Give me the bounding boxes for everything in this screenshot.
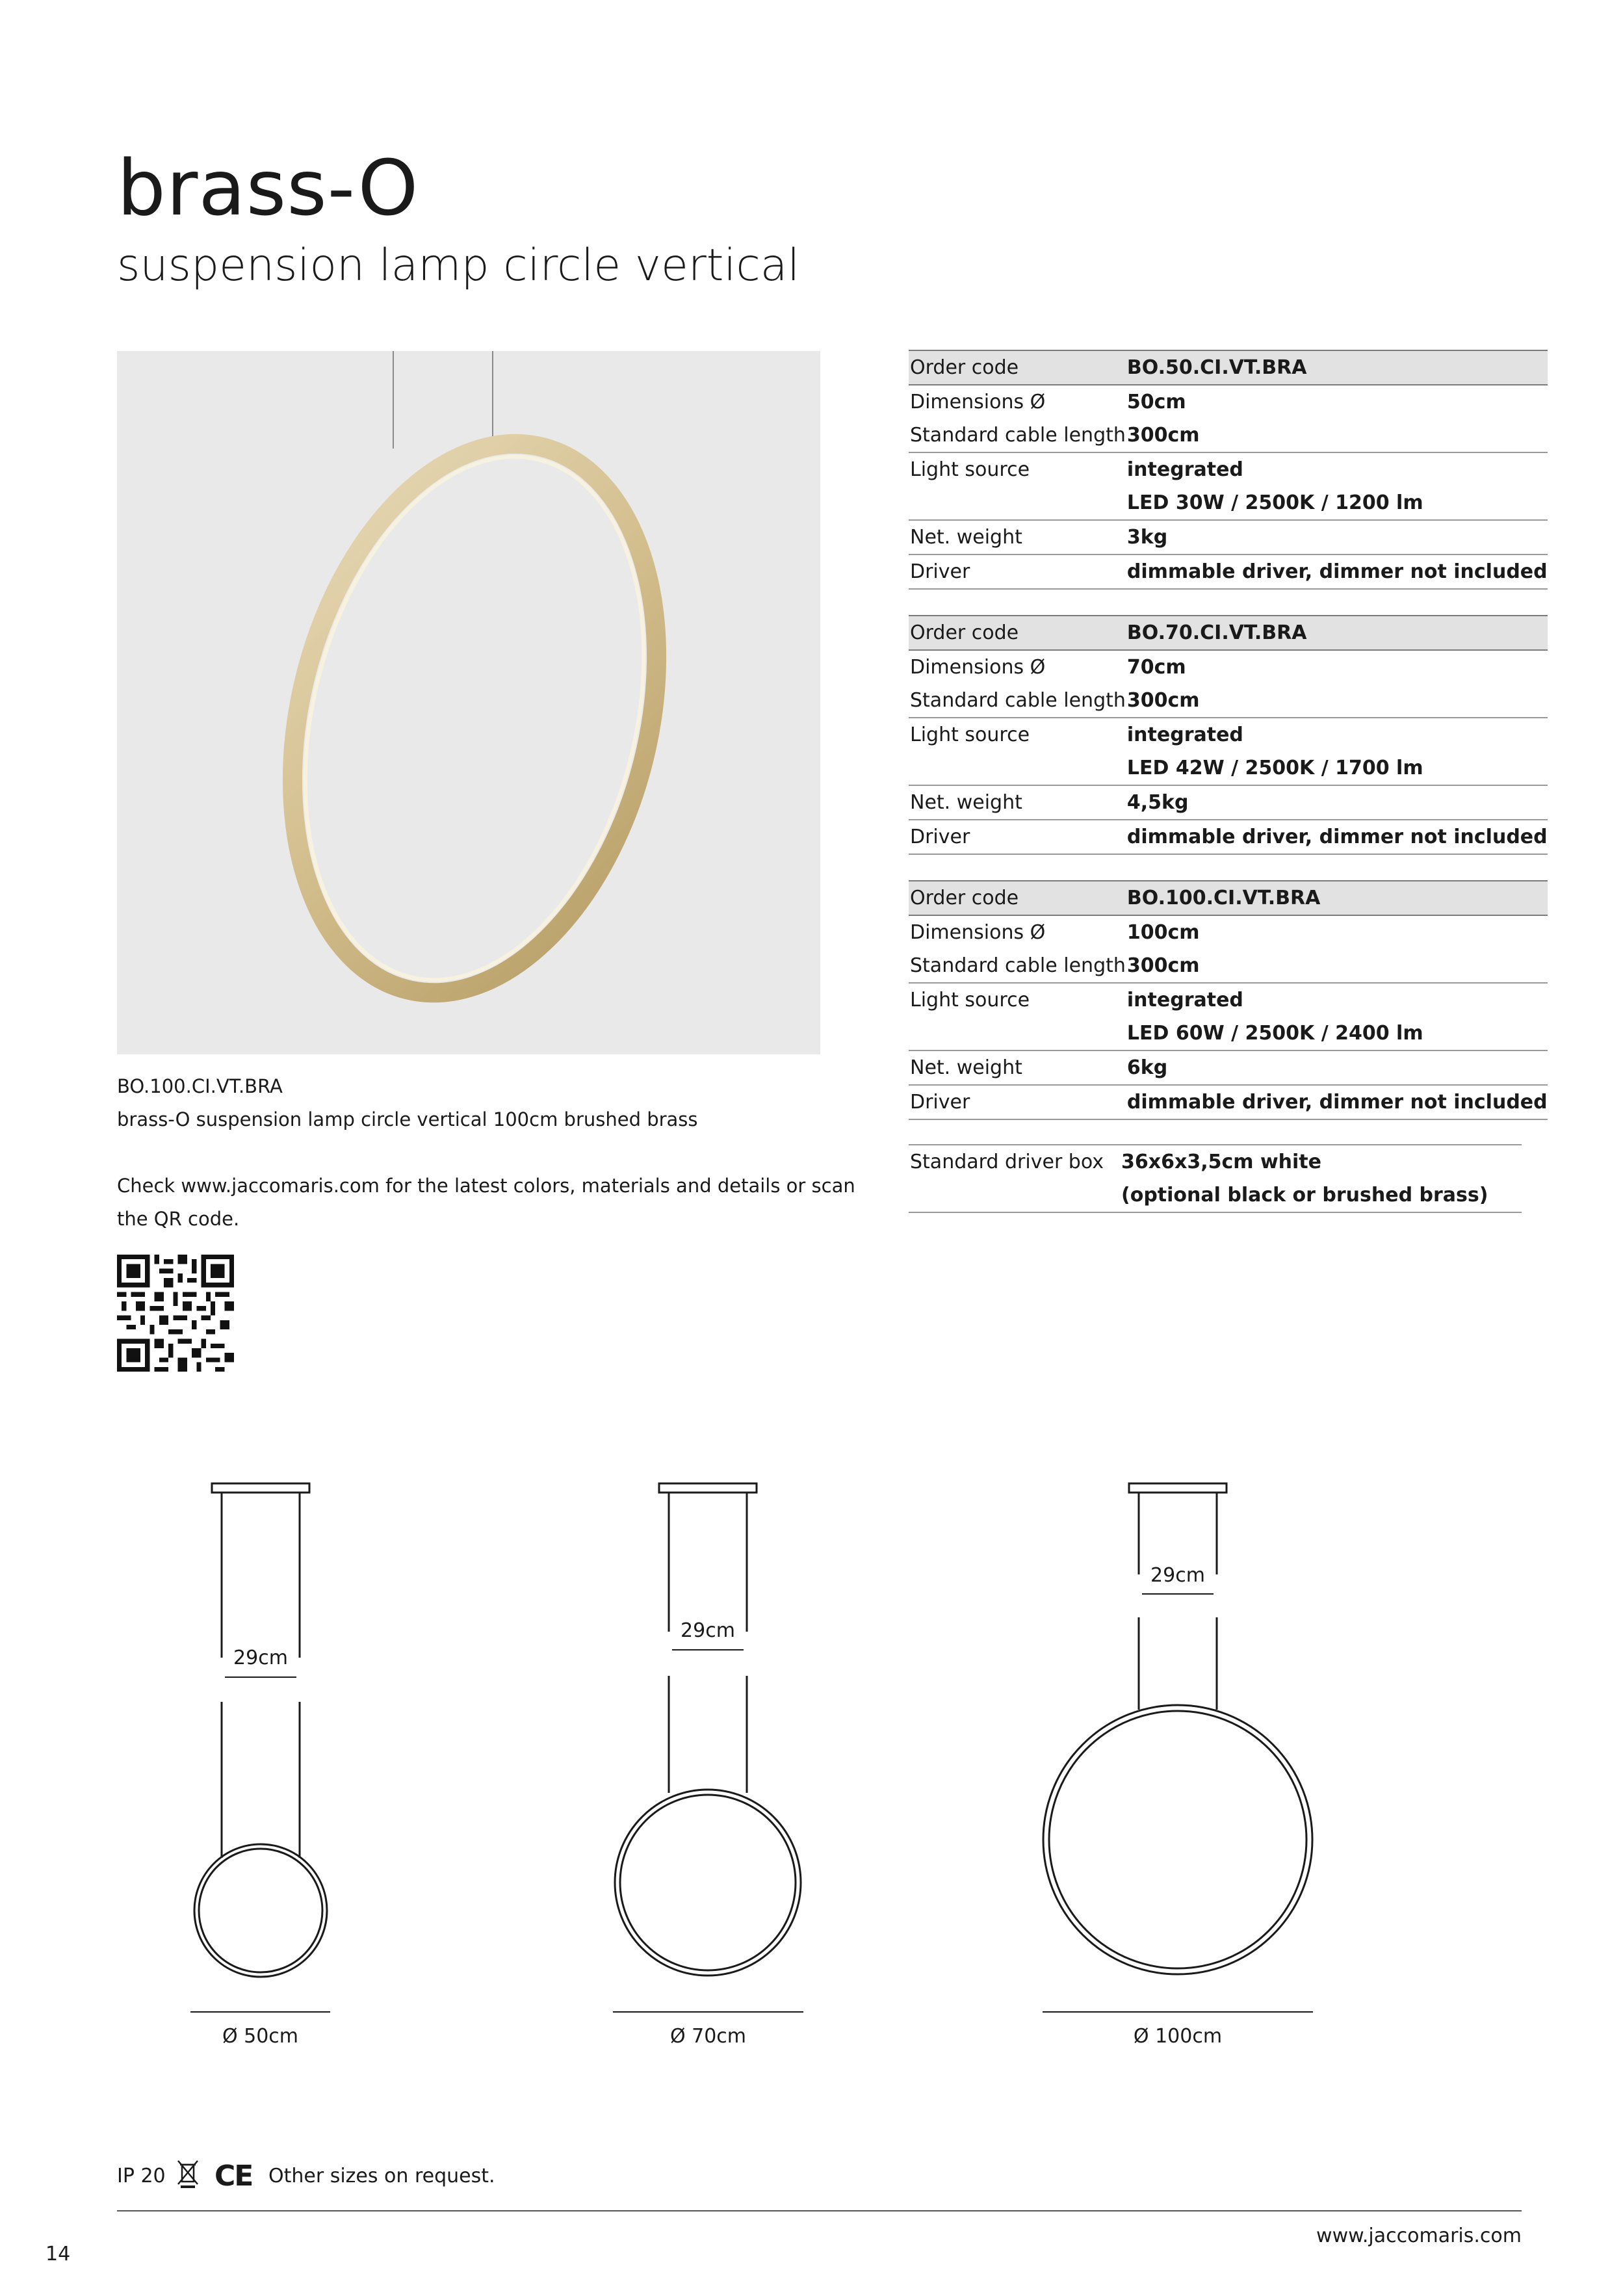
dimensions-label: Dimensions Ø xyxy=(910,921,1046,944)
spec-table-50 xyxy=(909,350,1548,590)
dimensions-value: 100cm xyxy=(1126,921,1200,944)
qr-code[interactable] xyxy=(117,1255,234,1372)
driver-label: Driver xyxy=(909,554,1126,589)
cable-label: Standard cable length xyxy=(909,949,1126,983)
spec-table-70 xyxy=(909,615,1548,855)
light-source-label: Light source xyxy=(910,724,1030,746)
cable-value: 300cm xyxy=(1126,419,1548,452)
page-number: 14 xyxy=(45,2243,71,2265)
product-subtitle: suspension lamp circle vertical xyxy=(117,240,800,291)
dimensions-value: 50cm xyxy=(1126,391,1186,413)
drop-label-100: 29cm xyxy=(1150,1564,1205,1587)
driver-value: dimmable driver, dimmer not included xyxy=(1126,820,1548,854)
light-source-value: integrated xyxy=(1126,724,1243,746)
dimensions-value: 70cm xyxy=(1126,656,1186,679)
brass-ring-image xyxy=(117,351,820,1054)
cable-label: Standard cable length xyxy=(909,419,1126,452)
caption-description: brass-O suspension lamp circle vertical 100cm brushed brass xyxy=(117,1108,698,1130)
weight-label: Net. weight xyxy=(909,520,1126,554)
other-sizes-note: Other sizes on request. xyxy=(268,2165,495,2187)
technical-drawings xyxy=(0,1482,1623,2100)
driver-value: dimmable driver, dimmer not included xyxy=(1126,1085,1548,1119)
cable-label: Standard cable length xyxy=(909,684,1126,718)
website-link[interactable]: www.jaccomaris.com xyxy=(1316,2224,1522,2247)
led-value: LED 30W / 2500K / 1200 lm xyxy=(1126,486,1548,520)
order-code-value: BO.70.CI.VT.BRA xyxy=(1126,616,1548,650)
diameter-label-100: Ø 100cm xyxy=(1133,2025,1223,2048)
recycle-bin-crossed-icon xyxy=(177,2159,199,2189)
led-value: LED 42W / 2500K / 1700 lm xyxy=(1126,751,1548,785)
driver-box-note: (optional black or brushed brass) xyxy=(1120,1179,1522,1212)
footer-divider xyxy=(117,2210,1522,2211)
dimension-drawings-svg xyxy=(0,1482,1623,2100)
diameter-label-50: Ø 50cm xyxy=(222,2025,299,2048)
weight-value: 4,5kg xyxy=(1126,785,1548,820)
caption-check-line1: Check www.jaccomaris.com for the latest colors, materials and details or scan xyxy=(117,1175,855,1197)
light-source-label: Light source xyxy=(910,458,1030,481)
drop-label-70: 29cm xyxy=(681,1619,735,1642)
order-code-value: BO.100.CI.VT.BRA xyxy=(1126,881,1548,915)
driver-value: dimmable driver, dimmer not included xyxy=(1126,554,1548,589)
diameter-label-70: Ø 70cm xyxy=(669,2025,747,2048)
weight-label: Net. weight xyxy=(909,1050,1126,1085)
order-code-value: BO.50.CI.VT.BRA xyxy=(1126,350,1548,385)
order-code-label: Order code xyxy=(909,881,1126,915)
qr-code-graphic xyxy=(117,1255,234,1372)
ip-rating: IP 20 xyxy=(117,2165,166,2187)
driver-label: Driver xyxy=(909,820,1126,854)
dimensions-label: Dimensions Ø xyxy=(910,391,1046,413)
drawing-100cm xyxy=(1043,1483,1313,2012)
caption-check-line2: the QR code. xyxy=(117,1208,240,1230)
product-title: brass-O xyxy=(117,143,419,233)
drawing-50cm xyxy=(190,1483,330,2012)
weight-value: 3kg xyxy=(1126,520,1548,554)
ce-mark-icon: CE xyxy=(214,2159,253,2193)
drop-label-50: 29cm xyxy=(233,1647,288,1669)
driver-label: Driver xyxy=(909,1085,1126,1119)
weight-label: Net. weight xyxy=(909,785,1126,820)
drawing-70cm xyxy=(613,1483,803,2012)
driver-box-table xyxy=(909,1144,1522,1213)
light-source-value: integrated xyxy=(1126,989,1243,1011)
order-code-label: Order code xyxy=(909,616,1126,650)
driver-box-value: 36x6x3,5cm white xyxy=(1120,1145,1522,1179)
weight-value: 6kg xyxy=(1126,1050,1548,1085)
product-photo xyxy=(117,351,820,1054)
led-value: LED 60W / 2500K / 2400 lm xyxy=(1126,1017,1548,1050)
cable-value: 300cm xyxy=(1126,949,1548,983)
light-source-label: Light source xyxy=(910,989,1030,1011)
dimensions-label: Dimensions Ø xyxy=(910,656,1046,679)
caption-code: BO.100.CI.VT.BRA xyxy=(117,1075,283,1097)
driver-box-label: Standard driver box xyxy=(909,1145,1120,1179)
light-source-value: integrated xyxy=(1126,458,1243,481)
spec-table-100 xyxy=(909,880,1548,1120)
order-code-label: Order code xyxy=(909,350,1126,385)
cable-value: 300cm xyxy=(1126,684,1548,718)
